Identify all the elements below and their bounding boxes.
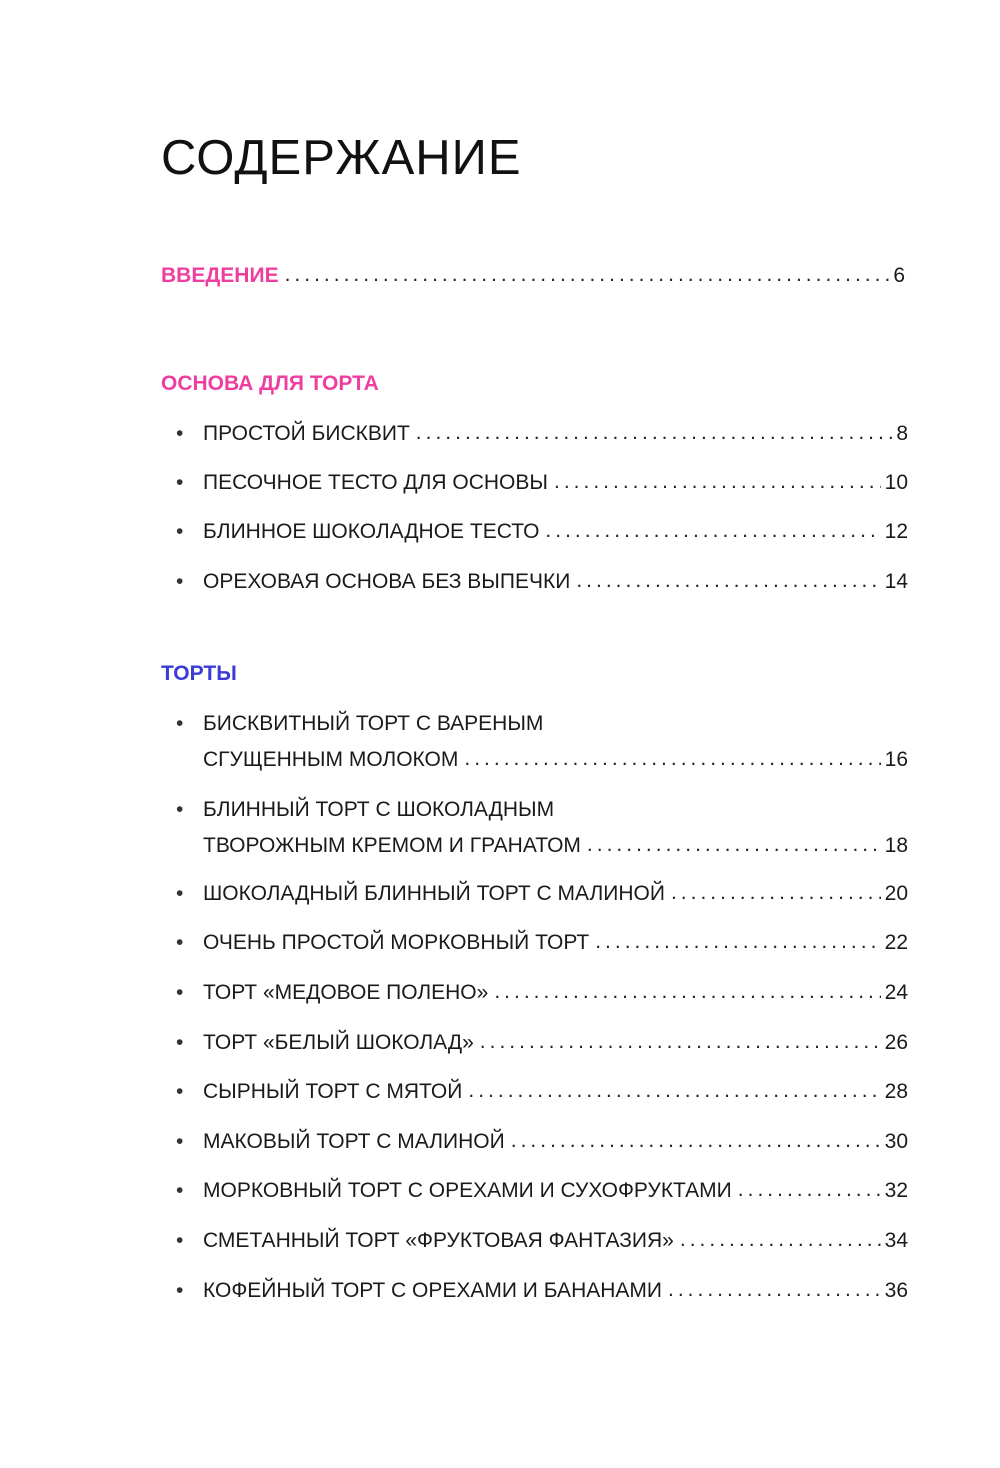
bullet-icon: • — [176, 1080, 184, 1103]
bullet-icon: • — [176, 1031, 184, 1054]
page-number: 28 — [884, 1080, 908, 1103]
page-number: 6 — [893, 264, 905, 287]
dot-leader — [480, 1029, 881, 1055]
entry-title: ШОКОЛАДНЫЙ БЛИННЫЙ ТОРТ С МАЛИНОЙ — [203, 882, 665, 905]
entry-title: СЫРНЫЙ ТОРТ С МЯТОЙ — [203, 1080, 463, 1103]
page-number: 10 — [884, 471, 908, 494]
entry-title: МОРКОВНЫЙ ТОРТ С ОРЕХАМИ И СУХОФРУКТАМИ — [203, 1179, 732, 1202]
dot-leader — [671, 880, 881, 906]
bullet-icon: • — [176, 471, 184, 494]
dot-leader — [668, 1277, 881, 1303]
bullet-icon: • — [176, 570, 184, 593]
entry-title-line1: БИСКВИТНЫЙ ТОРТ С ВАРЕНЫМ — [203, 712, 544, 735]
bullet-icon: • — [176, 798, 184, 821]
bullet-icon: • — [176, 882, 184, 905]
dot-leader — [464, 746, 880, 772]
dot-leader — [494, 979, 880, 1005]
dot-leader — [545, 518, 880, 544]
page-number: 18 — [884, 834, 908, 857]
bullet-icon: • — [176, 422, 184, 445]
bullet-icon: • — [176, 1279, 184, 1302]
page-number: 32 — [884, 1179, 908, 1202]
dot-leader — [738, 1177, 881, 1203]
dot-leader — [595, 929, 880, 955]
dot-leader — [680, 1227, 881, 1253]
page-number: 26 — [884, 1031, 908, 1054]
bullet-icon: • — [176, 981, 184, 1004]
dot-leader — [285, 262, 890, 288]
entry-title: ОРЕХОВАЯ ОСНОВА БЕЗ ВЫПЕЧКИ — [203, 570, 571, 593]
entry-title-line1: БЛИННЫЙ ТОРТ С ШОКОЛАДНЫМ — [203, 798, 555, 821]
page-title: СОДЕРЖАНИЕ — [161, 131, 522, 185]
bullet-icon: • — [176, 520, 184, 543]
entry-title: СМЕТАННЫЙ ТОРТ «ФРУКТОВАЯ ФАНТАЗИЯ» — [203, 1229, 674, 1252]
entry-title: ТОРТ «БЕЛЫЙ ШОКОЛАД» — [203, 1031, 474, 1054]
bullet-icon: • — [176, 931, 184, 954]
dot-leader — [587, 832, 881, 858]
page-number: 8 — [896, 422, 908, 445]
dot-leader — [468, 1078, 880, 1104]
dot-leader — [576, 568, 880, 594]
entry-title: ПРОСТОЙ БИСКВИТ — [203, 422, 410, 445]
page-number: 34 — [884, 1229, 908, 1252]
page-number: 30 — [884, 1130, 908, 1153]
entry-title: ОЧЕНЬ ПРОСТОЙ МОРКОВНЫЙ ТОРТ — [203, 931, 590, 954]
entry-title: ТВОРОЖНЫМ КРЕМОМ И ГРАНАТОМ — [203, 834, 581, 857]
toc-entry-intro[interactable] — [161, 263, 905, 289]
section-heading-osnova: ОСНОВА ДЛЯ ТОРТА — [161, 372, 379, 395]
page-number: 16 — [884, 748, 908, 771]
page-number: 20 — [884, 882, 908, 905]
page-number: 36 — [884, 1279, 908, 1302]
page-number: 24 — [884, 981, 908, 1004]
intro-label: ВВЕДЕНИЕ — [161, 264, 279, 287]
dot-leader — [554, 469, 881, 495]
bullet-icon: • — [176, 1179, 184, 1202]
entry-title: КОФЕЙНЫЙ ТОРТ С ОРЕХАМИ И БАНАНАМИ — [203, 1279, 662, 1302]
entry-title: МАКОВЫЙ ТОРТ С МАЛИНОЙ — [203, 1130, 505, 1153]
bullet-icon: • — [176, 1229, 184, 1252]
entry-title: ПЕСОЧНОЕ ТЕСТО ДЛЯ ОСНОВЫ — [203, 471, 548, 494]
dot-leader — [511, 1128, 881, 1154]
section-heading-torty: ТОРТЫ — [161, 662, 237, 685]
page-number: 12 — [884, 520, 908, 543]
entry-title: СГУЩЕННЫМ МОЛОКОМ — [203, 748, 459, 771]
page-number: 14 — [884, 570, 908, 593]
bullet-icon: • — [176, 712, 184, 735]
dot-leader — [416, 420, 893, 446]
entry-title: ТОРТ «МЕДОВОЕ ПОЛЕНО» — [203, 981, 489, 1004]
bullet-icon: • — [176, 1130, 184, 1153]
page-number: 22 — [884, 931, 908, 954]
entry-title: БЛИННОЕ ШОКОЛАДНОЕ ТЕСТО — [203, 520, 540, 543]
